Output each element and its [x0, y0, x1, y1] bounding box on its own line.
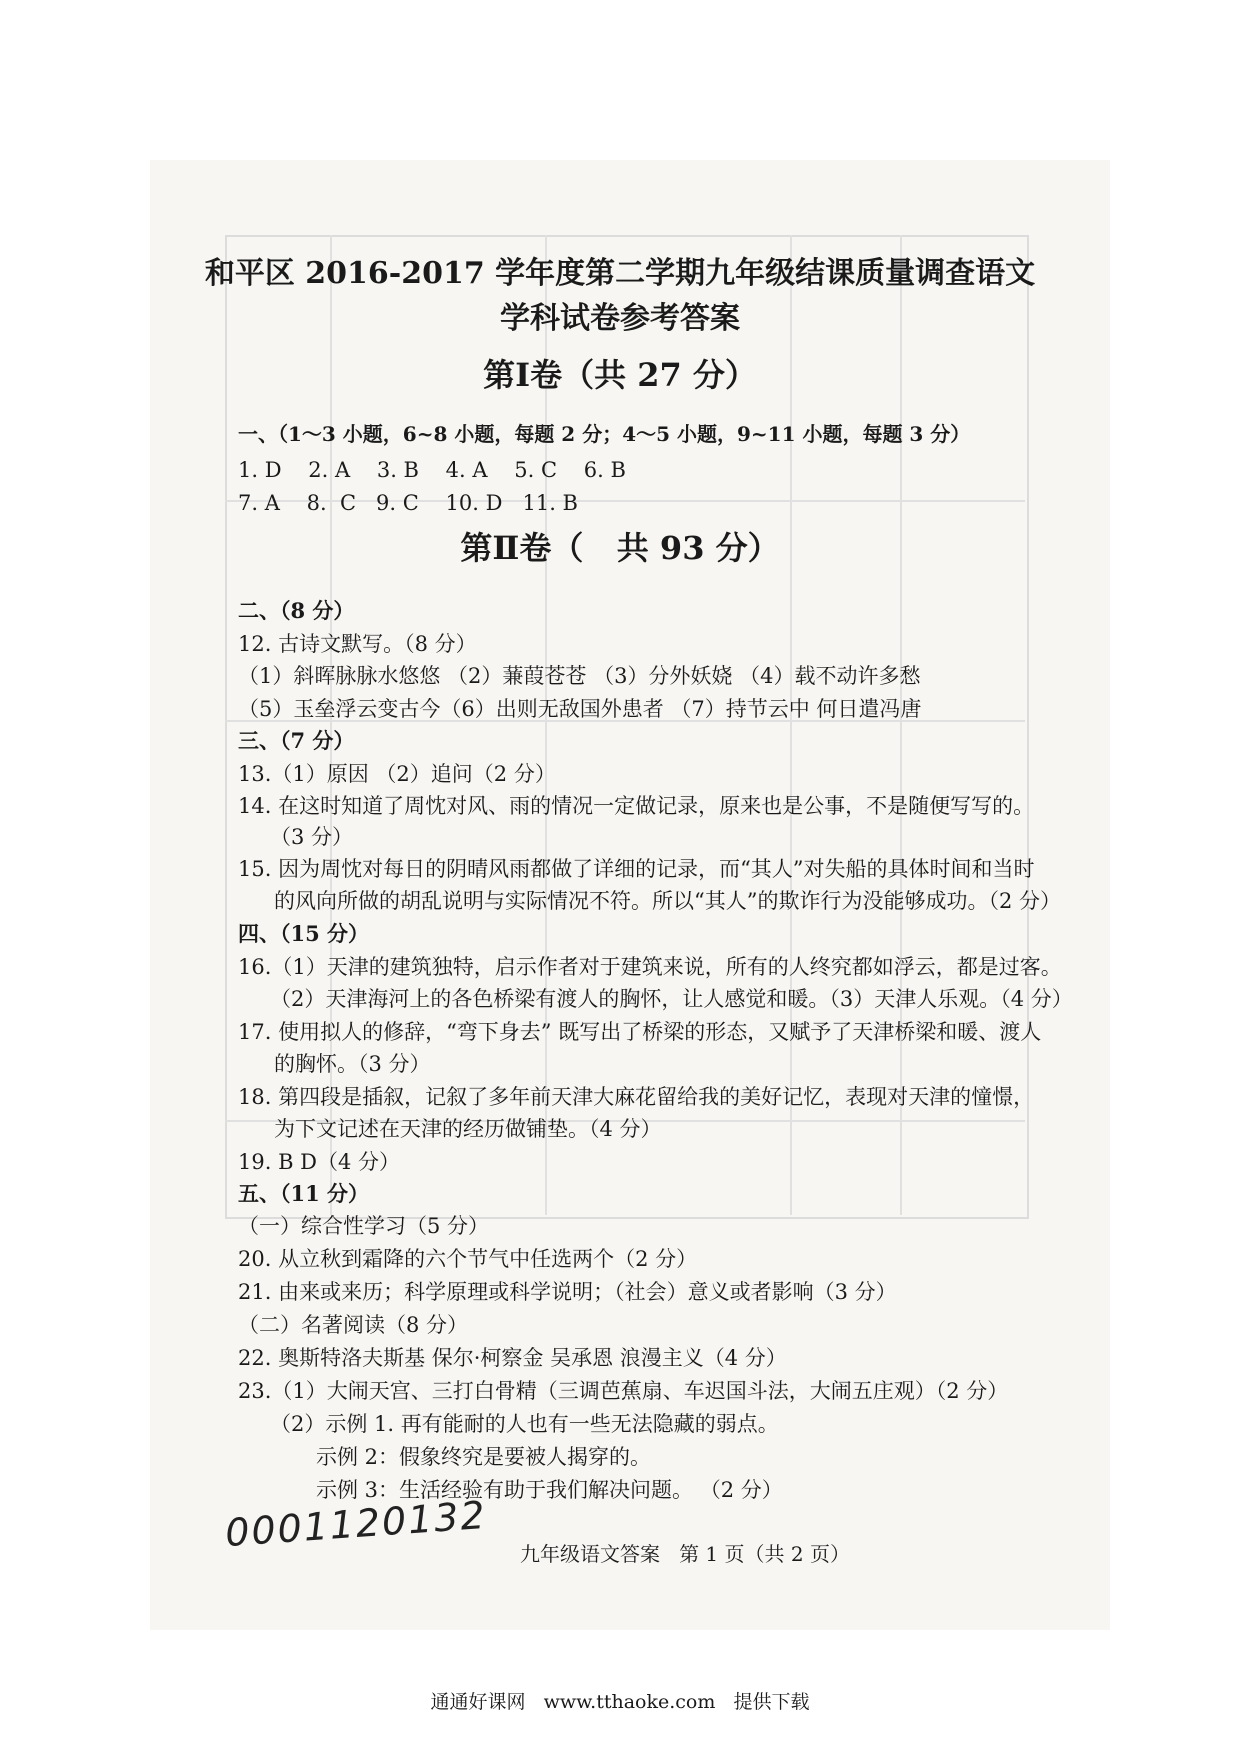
answer-line: 21. 由来或来历；科学原理或科学说明；（社会）意义或者影响（3 分）: [238, 1280, 897, 1304]
sub-section-heading: （一）综合性学习（5 分）: [238, 1214, 490, 1238]
answer-line: （1）斜晖脉脉水悠悠 （2）蒹葭苍苍 （3）分外妖娆 （4）载不动许多愁: [238, 664, 921, 688]
section-heading: 二、（8 分）: [238, 598, 355, 623]
answer-line: 14. 在这时知道了周忱对风、雨的情况一定做记录，原来也是公事，不是随便写写的。: [238, 794, 1035, 818]
page-number-footer: 九年级语文答案 第 1 页（共 2 页）: [520, 1542, 850, 1566]
answer-line: 13.（1）原因 （2）追问（2 分）: [238, 762, 556, 786]
download-source-footer: 通通好课网 www.tthaoke.com 提供下载: [430, 1691, 810, 1713]
answer-line: （2）示例 1. 再有能耐的人也有一些无法隐藏的弱点。: [270, 1412, 779, 1436]
answer-line: （3 分）: [270, 825, 354, 849]
answer-line: 20. 从立秋到霜降的六个节气中任选两个（2 分）: [238, 1247, 698, 1271]
answer-line: 22. 奥斯特洛夫斯基 保尔·柯察金 吴承恩 浪漫主义（4 分）: [238, 1346, 787, 1370]
answer-line: 的风向所做的胡乱说明与实际情况不符。所以“其人”的欺诈行为没能够成功。（2 分）: [274, 889, 1062, 913]
answer-line: 23.（1）大闹天宫、三打白骨精（三调芭蕉扇、车迟国斗法，大闹五庄观）（2 分）: [238, 1379, 1009, 1403]
section-heading: 三、（7 分）: [238, 728, 355, 753]
answer-line: （2）天津海河上的各色桥梁有渡人的胸怀，让人感觉和暖。（3）天津人乐观。（4 分）: [270, 987, 1073, 1011]
doc-title-line1: 和平区 2016-2017 学年度第二学期九年级结课质量调查语文: [204, 256, 1036, 291]
handwritten-code: 0001120132: [223, 1492, 488, 1556]
sub-section-heading: （二）名著阅读（8 分）: [238, 1313, 469, 1337]
answer-line: 示例 3：生活经验有助于我们解决问题。 （2 分）: [316, 1478, 783, 1502]
section-heading: 五、（11 分）: [238, 1181, 370, 1206]
answers-row-2: 7. A 8. C 9. C 10. D 11. B: [238, 491, 578, 515]
answer-line: 18. 第四段是插叙，记叙了多年前天津大麻花留给我的美好记忆，表现对天津的憧憬，: [238, 1085, 1035, 1109]
answer-line: 19. B D（4 分）: [238, 1150, 401, 1174]
answer-line: 15. 因为周忱对每日的阴晴风雨都做了详细的记录，而“其人”对失船的具体时间和当时: [238, 857, 1035, 881]
answer-line: 17. 使用拟人的修辞，“弯下身去” 既写出了桥梁的形态，又赋予了天津桥梁和暖、渡人: [238, 1020, 1042, 1044]
answer-line: 12. 古诗文默写。（8 分）: [238, 632, 477, 656]
part2-heading: 第Ⅱ卷（ 共 93 分）: [460, 529, 780, 567]
doc-title-line2: 学科试卷参考答案: [500, 301, 740, 336]
answer-line: 示例 2：假象终究是要被人揭穿的。: [316, 1445, 652, 1469]
answer-line: 16.（1）天津的建筑独特，启示作者对于建筑来说，所有的人终究都如浮云，都是过客。: [238, 955, 1062, 979]
section-heading: 四、（15 分）: [238, 921, 370, 946]
part1-heading: 第Ⅰ卷（共 27 分）: [483, 356, 757, 394]
answer-line: 为下文记述在天津的经历做铺垫。（4 分）: [274, 1117, 662, 1141]
section-one-heading: 一、（1～3 小题，6~8 小题，每题 2 分；4～5 小题，9~11 小题，每题 3 分）: [238, 422, 971, 446]
answer-line: （5）玉垒浮云变古今（6）出则无敌国外患者 （7）持节云中 何日遣冯唐: [238, 697, 922, 721]
answers-row-1: 1. D 2. A 3. B 4. A 5. C 6. B: [238, 458, 626, 482]
answer-line: 的胸怀。（3 分）: [274, 1052, 431, 1076]
